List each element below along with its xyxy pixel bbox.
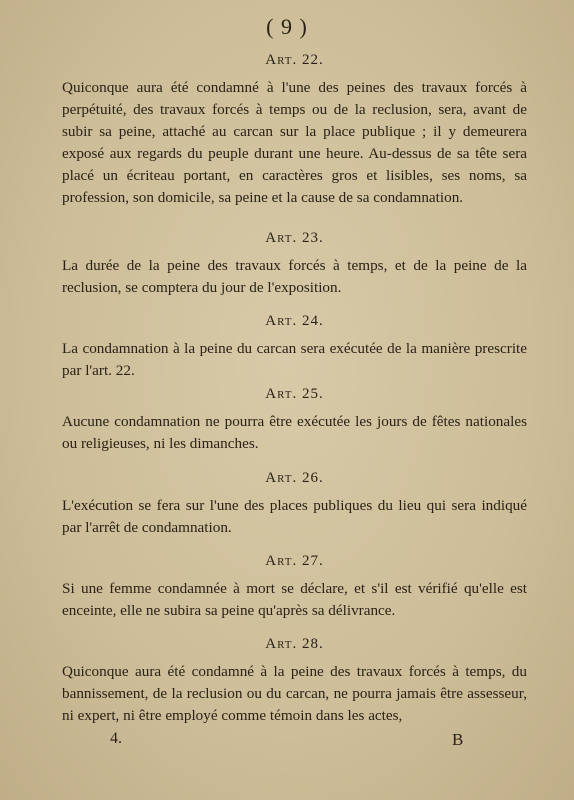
signature-letter: B bbox=[452, 730, 464, 749]
page-number: ( 9 ) bbox=[266, 14, 308, 39]
article-24 bbox=[62, 313, 527, 382]
article-title: Art. 23. bbox=[265, 230, 324, 246]
article-25 bbox=[62, 386, 527, 455]
article-title: Art. 24. bbox=[265, 313, 324, 329]
article-27 bbox=[62, 553, 527, 622]
article-text: L'exécution se fera sur l'une des places publiques du lieu qui sera indiqué par l'arrêt de condamnation. bbox=[62, 497, 527, 536]
article-title: Art. 28. bbox=[265, 636, 324, 652]
article-text: Aucune condamnation ne pourra être exécutée les jours de fêtes nationales ou religieuses, ni les dimanches. bbox=[62, 413, 527, 452]
article-28 bbox=[62, 636, 527, 727]
article-26 bbox=[62, 470, 527, 539]
article-text: Si une femme condamnée à mort se déclare, et s'il est vérifié qu'elle est enceinte, elle ne subira sa peine qu'après sa délivrance. bbox=[62, 580, 527, 619]
article-23 bbox=[62, 230, 527, 299]
article-text: Quiconque aura été condamné à l'une des peines des travaux forcés à perpétuité, des travaux forcés à temps ou de la reclusion, sera, avant de subir sa peine, attaché au carcan sur la place publique ; il y demeurera exposé aux regards du peuple durant une heure. Au-dessus de sa tête sera placé un écriteau portant, en caractères gros et lisibles, ses noms, sa profession, son domicile, sa peine et la cause de sa condamnation. bbox=[62, 79, 527, 206]
article-text: Quiconque aura été condamné à la peine des travaux forcés à temps, du bannissement, de la reclusion ou du carcan, ne pourra jamais être assesseur, ni expert, ni être employé comme témoin dans les actes, bbox=[62, 663, 527, 724]
article-text: La condamnation à la peine du carcan sera exécutée de la manière prescrite par l'art. 22. bbox=[62, 340, 527, 379]
article-title: Art. 22. bbox=[265, 52, 324, 68]
article-title: Art. 26. bbox=[265, 470, 324, 486]
article-text: La durée de la peine des travaux forcés à temps, et de la peine de la reclusion, se comptera du jour de l'exposition. bbox=[62, 257, 527, 296]
article-22 bbox=[62, 52, 527, 209]
article-title: Art. 27. bbox=[265, 553, 324, 569]
signature-mark: 4. bbox=[110, 730, 122, 747]
article-title: Art. 25. bbox=[265, 386, 324, 402]
